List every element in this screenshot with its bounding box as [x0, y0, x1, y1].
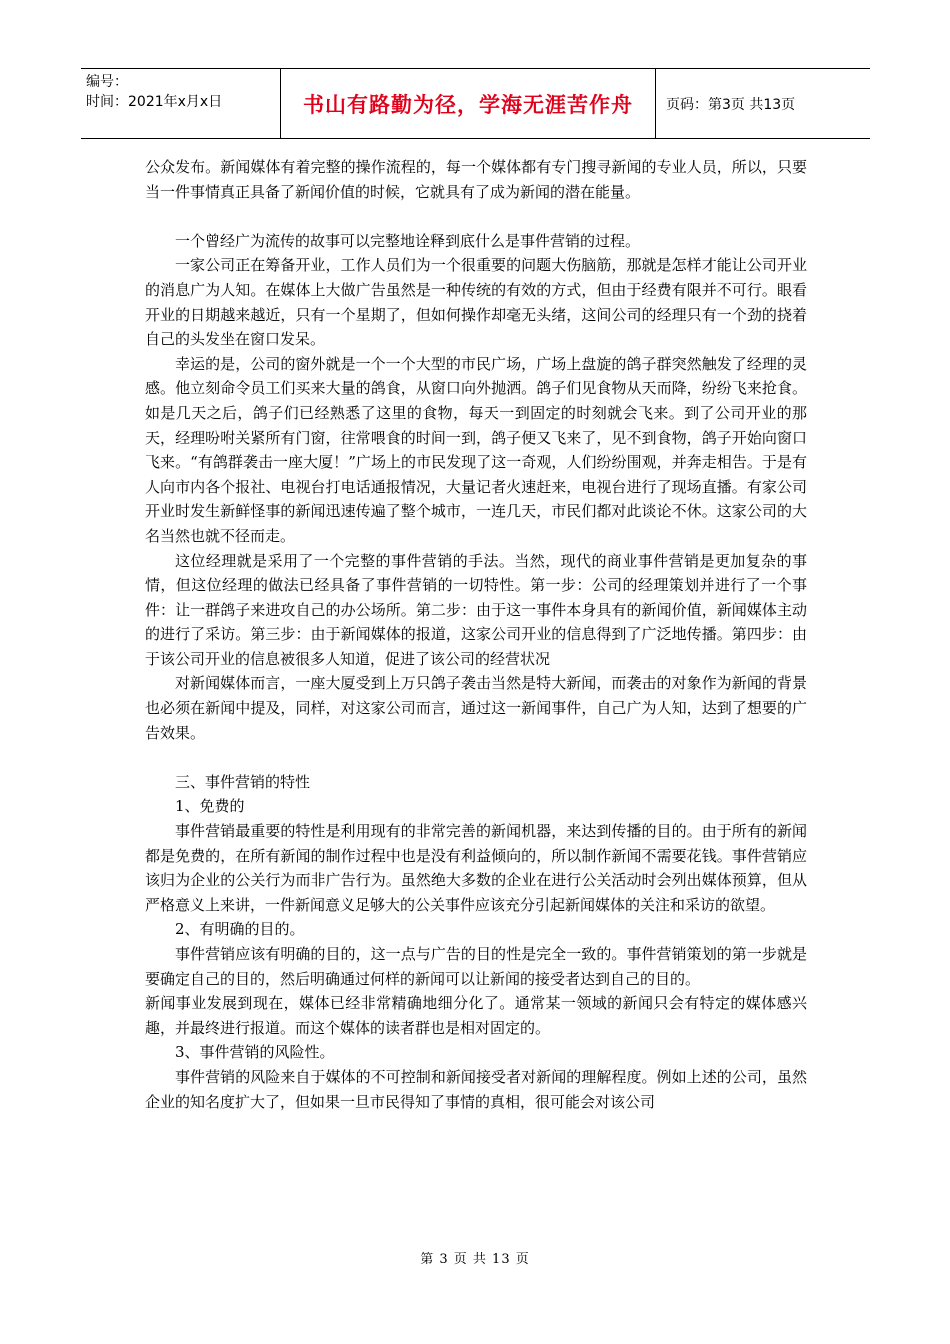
paragraph: 新闻事业发展到现在，媒体已经非常精确地细分化了。通常某一领域的新闻只会有特定的媒体感兴趣，并最终进行报道。而这个媒体的读者群也是相对固定的。: [145, 994, 807, 1037]
subsection-heading: 3、事件营销的风险性。: [175, 1043, 335, 1062]
paragraph: 公众发布。新闻媒体有着完整的操作流程的，每一个媒体都有专门搜寻新闻的专业人员，所以，只要当一件事情真正具备了新闻价值的时候，它就具有了成为新闻的潜在能量。: [145, 158, 807, 201]
header-page-number: 页码：第3页 共13页: [666, 96, 796, 113]
body-text: [145, 155, 807, 1114]
paragraph-gap: [145, 745, 807, 770]
paragraph: 事件营销的风险来自于媒体的不可控制和新闻接受者对新闻的理解程度。例如上述的公司，虽然企业的知名度扩大了，但如果一旦市民得知了事情的真相，很可能会对该公司: [145, 1067, 807, 1111]
section-heading: 三、事件营销的特性: [175, 772, 311, 791]
document-number-label: 编号：: [86, 74, 128, 90]
document-date-label: 时间：2021年x月x日: [86, 94, 223, 110]
header-motto: 书山有路勤为径，学海无涯苦作舟: [281, 69, 656, 138]
paragraph: 幸运的是，公司的窗外就是一个一个大型的市民广场，广场上盘旋的鸽子群突然触发了经理的灵感。他立刻命令员工们买来大量的鸽食，从窗口向外抛洒。鸽子们见食物从天而降，纷纷飞来抢食。如是几天之后，鸽子们已经熟悉了这里的食物，每天一到固定的时刻就会飞来。到了公司开业的那天，经理吩咐关紧所有门窗，往常喂食的时间一到，鸽子便又飞来了，见不到食物，鸽子开始向窗口飞来。“有鸽群袭击一座大厦！”广场上的市民发现了这一奇观，人们纷纷围观，并奔走相告。于是有人向市内各个报社、电视台打电话通报情况，大量记者火速赶来，电视台进行了现场直播。有家公司开业时发生新鲜怪事的新闻迅速传遍了整个城市，一连几天，市民们都对此谈论不休。这家公司的大名当然也就不径而走。: [145, 354, 807, 545]
page-footer: 第 3 页 共 13 页: [420, 1252, 530, 1267]
paragraph: 一家公司正在筹备开业，工作人员们为一个很重要的问题大伤脑筋，那就是怎样才能让公司开业的消息广为人知。在媒体上大做广告虽然是一种传统的有效的方式，但由于经费有限并不可行。眼看开业的日期越来越近，只有一个星期了，但如何操作却毫无头绪，这间公司的经理只有一个劲的挠着自己的头发坐在窗口发呆。: [145, 256, 807, 349]
paragraph-gap: [145, 204, 807, 229]
paragraph: 一个曾经广为流传的故事可以完整地诠释到底什么是事件营销的过程。: [175, 231, 641, 250]
paragraph: 这位经理就是采用了一个完整的事件营销的手法。当然，现代的商业事件营销是更加复杂的事情，但这位经理的做法已经具备了事件营销的一切特性。第一步：公司的经理策划并进行了一个事件：让一群鸽子来进攻自己的办公场所。第二步：由于这一事件本身具有的新闻价值，新闻媒体主动的进行了采访。第三步：由于新闻媒体的报道，这家公司开业的信息得到了广泛地传播。第四步：由于该公司开业的信息被很多人知道，促进了该公司的经营状况: [145, 551, 807, 668]
paragraph: 对新闻媒体而言，一座大厦受到上万只鸽子袭击当然是特大新闻，而袭击的对象作为新闻的背景也必须在新闻中提及，同样，对这家公司而言，通过这一新闻事件，自己广为人知，达到了想要的广告效果。: [145, 674, 807, 742]
subsection-heading: 1、免费的: [175, 797, 245, 816]
subsection-heading: 2、有明确的目的。: [175, 920, 305, 939]
header-info-cell: [81, 69, 281, 138]
paragraph: 事件营销应该有明确的目的，这一点与广告的目的性是完全一致的。事件营销策划的第一步就是要确定自己的目的，然后明确通过何样的新闻可以让新闻的接受者达到自己的目的。: [145, 945, 807, 988]
paragraph: 事件营销最重要的特性是利用现有的非常完善的新闻机器，来达到传播的目的。由于所有的新闻都是免费的，在所有新闻的制作过程中也是没有利益倾向的，所以制作新闻不需要花钱。事件营销应该归为企业的公关行为而非广告行为。虽然绝大多数的企业在进行公关活动时会列出媒体预算，但从严格意义上来讲，一件新闻意义足够大的公关事件应该充分引起新闻媒体的关注和采访的欲望。: [145, 822, 807, 914]
page-header: [81, 68, 870, 139]
